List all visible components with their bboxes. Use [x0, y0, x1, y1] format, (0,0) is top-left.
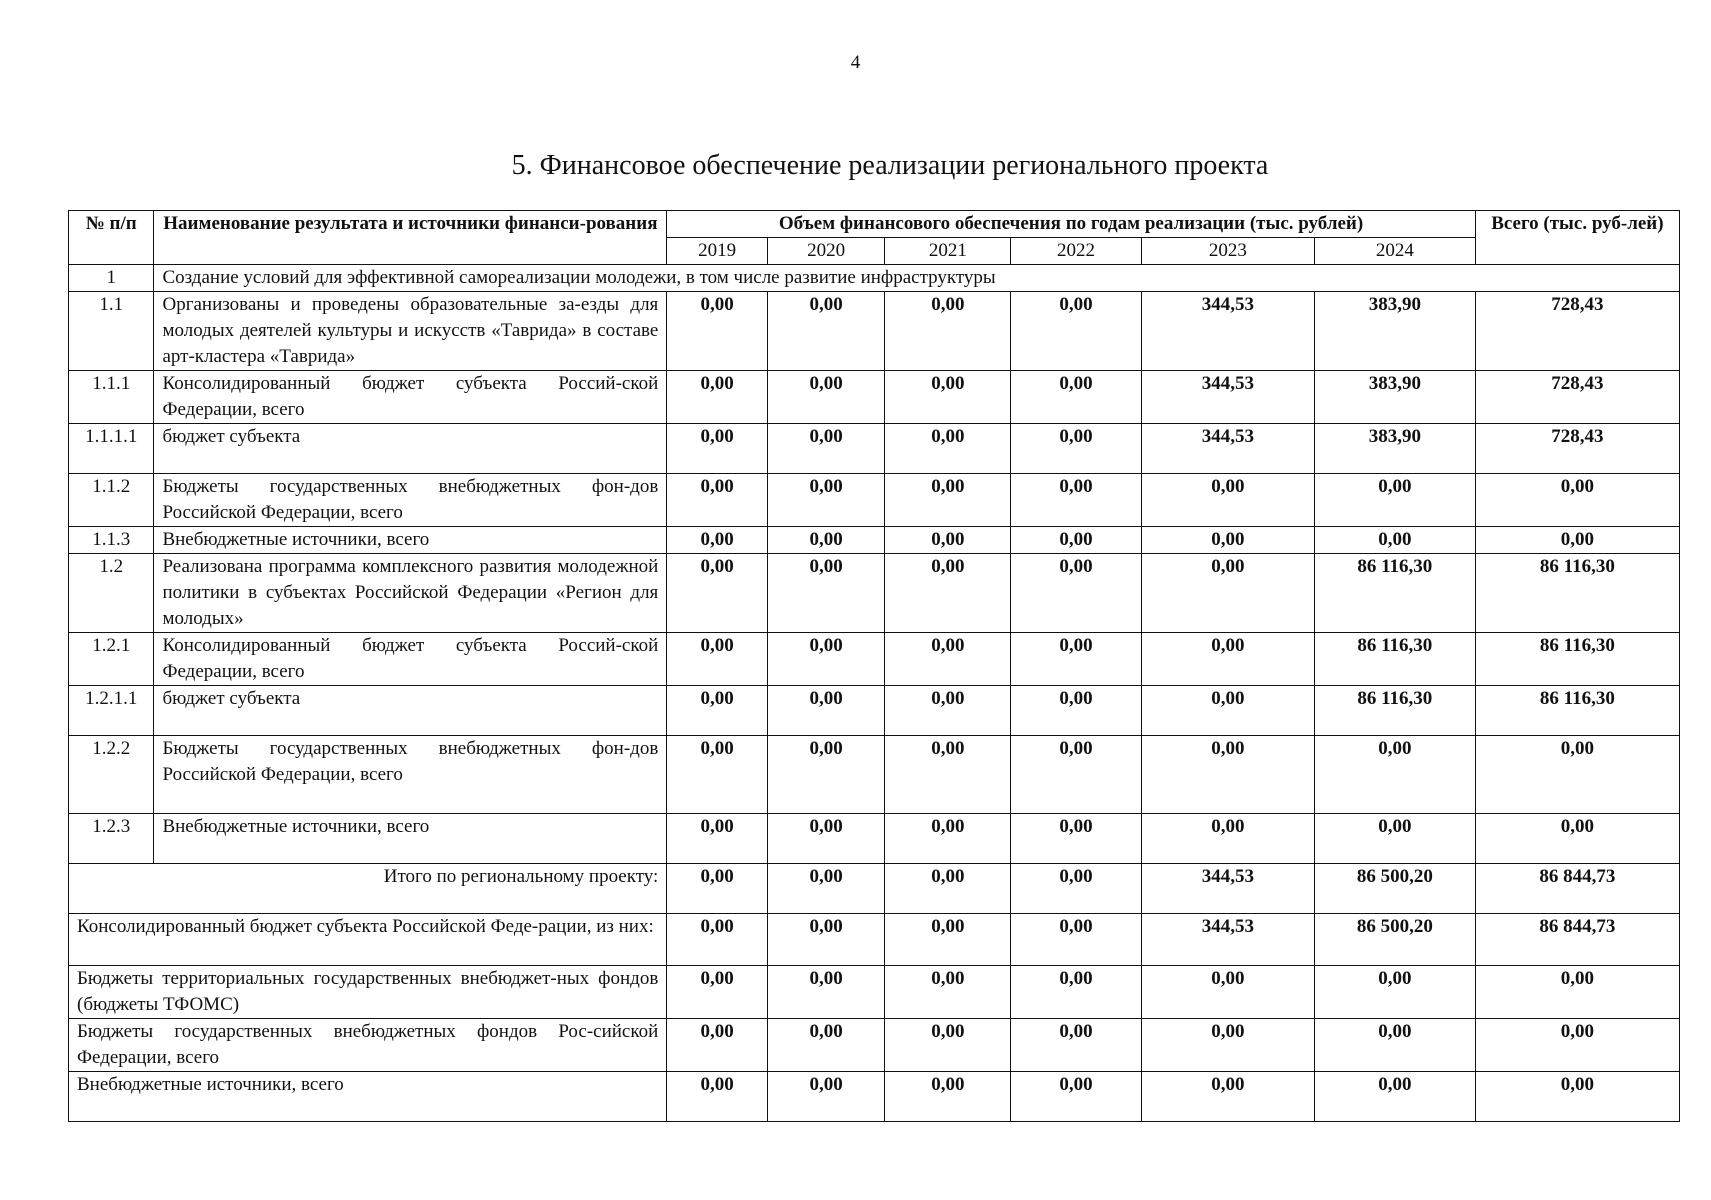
summary-total: 0,00	[1475, 966, 1679, 1019]
row-value: 0,00	[885, 292, 1011, 371]
row-value: 0,00	[767, 554, 885, 633]
row-value: 0,00	[885, 633, 1011, 686]
row-value: 0,00	[667, 371, 768, 424]
table-row	[69, 633, 1680, 686]
row-name: Бюджеты государственных внебюджетных фон-дов Российской Федерации, всего	[154, 474, 667, 527]
row-value: 0,00	[767, 474, 885, 527]
row-value: 0,00	[1011, 814, 1142, 864]
row-name: Внебюджетные источники, всего	[154, 814, 667, 864]
section-title: Создание условий для эффективной самореализации молодежи, в том числе развитие инфраструктуры	[154, 265, 1680, 292]
row-total: 0,00	[1475, 474, 1679, 527]
row-value: 0,00	[667, 633, 768, 686]
summary-row	[69, 1072, 1680, 1122]
row-value: 0,00	[1141, 474, 1314, 527]
row-value: 383,90	[1314, 292, 1475, 371]
row-value: 0,00	[667, 736, 768, 814]
row-value: 344,53	[1141, 424, 1314, 474]
row-value: 344,53	[1141, 371, 1314, 424]
row-value: 383,90	[1314, 371, 1475, 424]
summary-row	[69, 864, 1680, 914]
row-value: 0,00	[767, 292, 885, 371]
row-value: 0,00	[1314, 527, 1475, 554]
row-total: 0,00	[1475, 527, 1679, 554]
row-value: 0,00	[1011, 633, 1142, 686]
row-value: 86 116,30	[1314, 554, 1475, 633]
summary-row	[69, 1019, 1680, 1072]
row-total: 86 116,30	[1475, 686, 1679, 736]
summary-value: 0,00	[885, 1019, 1011, 1072]
row-value: 344,53	[1141, 292, 1314, 371]
row-name: бюджет субъекта	[154, 686, 667, 736]
row-total: 728,43	[1475, 424, 1679, 474]
row-value: 0,00	[1011, 554, 1142, 633]
header-year: 2022	[1011, 238, 1142, 265]
row-value: 0,00	[767, 736, 885, 814]
row-number: 1.2.1.1	[69, 686, 154, 736]
row-value: 0,00	[1141, 527, 1314, 554]
row-name: Внебюджетные источники, всего	[154, 527, 667, 554]
summary-value: 0,00	[1011, 914, 1142, 966]
summary-name: Консолидированный бюджет субъекта Российской Феде-рации, из них:	[69, 914, 667, 966]
summary-value: 0,00	[1141, 1019, 1314, 1072]
table-row	[69, 554, 1680, 633]
summary-value: 0,00	[885, 864, 1011, 914]
row-value: 0,00	[1011, 474, 1142, 527]
row-number: 1.1.1.1	[69, 424, 154, 474]
row-number: 1.1	[69, 292, 154, 371]
row-value: 0,00	[1314, 474, 1475, 527]
summary-value: 0,00	[767, 864, 885, 914]
row-value: 0,00	[885, 424, 1011, 474]
summary-value: 0,00	[1141, 1072, 1314, 1122]
row-value: 0,00	[1141, 736, 1314, 814]
row-value: 0,00	[667, 554, 768, 633]
page-number: 4	[850, 52, 861, 73]
summary-value: 0,00	[1314, 966, 1475, 1019]
row-value: 0,00	[667, 424, 768, 474]
row-value: 0,00	[885, 527, 1011, 554]
summary-value: 0,00	[1141, 966, 1314, 1019]
header-year: 2019	[667, 238, 768, 265]
header-volume: Объем финансового обеспечения по годам реализации (тыс. рублей)	[667, 211, 1476, 238]
summary-value: 0,00	[667, 1072, 768, 1122]
row-value: 0,00	[767, 424, 885, 474]
summary-value: 0,00	[885, 914, 1011, 966]
summary-name: Итого по региональному проекту:	[69, 864, 667, 914]
row-name: Бюджеты государственных внебюджетных фон-дов Российской Федерации, всего	[154, 736, 667, 814]
row-name: Организованы и проведены образовательные за-езды для молодых деятелей культуры и искусств «Таврида» в составе арт-кластера «Таврида»	[154, 292, 667, 371]
summary-total: 86 844,73	[1475, 914, 1679, 966]
row-number: 1.2.2	[69, 736, 154, 814]
header-total: Всего (тыс. руб-лей)	[1475, 211, 1679, 265]
row-value: 0,00	[885, 554, 1011, 633]
summary-name: Бюджеты территориальных государственных внебюджет-ных фондов (бюджеты ТФОМС)	[69, 966, 667, 1019]
row-value: 0,00	[767, 527, 885, 554]
table-row	[69, 814, 1680, 864]
row-total: 728,43	[1475, 371, 1679, 424]
summary-value: 0,00	[767, 1019, 885, 1072]
row-value: 0,00	[1011, 292, 1142, 371]
summary-name: Бюджеты государственных внебюджетных фондов Рос-сийской Федерации, всего	[69, 1019, 667, 1072]
row-value: 0,00	[885, 371, 1011, 424]
row-value: 0,00	[1141, 814, 1314, 864]
row-value: 0,00	[885, 686, 1011, 736]
row-value: 0,00	[1011, 527, 1142, 554]
summary-value: 0,00	[885, 1072, 1011, 1122]
table-row	[69, 527, 1680, 554]
row-number: 1.1.3	[69, 527, 154, 554]
row-number: 1.2.3	[69, 814, 154, 864]
summary-value: 0,00	[667, 864, 768, 914]
table-row	[69, 292, 1680, 371]
header-year: 2024	[1314, 238, 1475, 265]
document-title: 5. Финансовое обеспечение реализации регионального проекта	[511, 150, 1269, 181]
row-number: 1	[69, 265, 154, 292]
table-row	[69, 474, 1680, 527]
row-value: 0,00	[885, 474, 1011, 527]
summary-value: 0,00	[667, 914, 768, 966]
row-value: 0,00	[667, 686, 768, 736]
row-value: 0,00	[1314, 736, 1475, 814]
summary-value: 344,53	[1141, 914, 1314, 966]
row-value: 0,00	[1141, 633, 1314, 686]
row-value: 0,00	[885, 814, 1011, 864]
row-value: 0,00	[1011, 371, 1142, 424]
row-value: 0,00	[767, 686, 885, 736]
summary-value: 344,53	[1141, 864, 1314, 914]
row-number: 1.1.1	[69, 371, 154, 424]
row-name: Консолидированный бюджет субъекта Россий-ской Федерации, всего	[154, 371, 667, 424]
row-value: 86 116,30	[1314, 633, 1475, 686]
header-name: Наименование результата и источники финанси-рования	[154, 211, 667, 265]
table-row	[69, 424, 1680, 474]
row-total: 86 116,30	[1475, 633, 1679, 686]
summary-value: 0,00	[1314, 1019, 1475, 1072]
header-year: 2023	[1141, 238, 1314, 265]
financing-table	[68, 210, 1680, 1122]
summary-row	[69, 914, 1680, 966]
summary-value: 0,00	[667, 1019, 768, 1072]
row-total: 86 116,30	[1475, 554, 1679, 633]
summary-value: 0,00	[1011, 966, 1142, 1019]
row-name: Реализована программа комплексного развития молодежной политики в субъектах Российской Федерации «Регион для молодых»	[154, 554, 667, 633]
summary-value: 0,00	[767, 1072, 885, 1122]
row-name: бюджет субъекта	[154, 424, 667, 474]
row-number: 1.2	[69, 554, 154, 633]
row-number: 1.2.1	[69, 633, 154, 686]
row-value: 0,00	[1141, 686, 1314, 736]
row-value: 86 116,30	[1314, 686, 1475, 736]
table-row	[69, 686, 1680, 736]
summary-value: 86 500,20	[1314, 914, 1475, 966]
row-value: 0,00	[1011, 424, 1142, 474]
row-total: 0,00	[1475, 814, 1679, 864]
summary-total: 0,00	[1475, 1072, 1679, 1122]
summary-value: 0,00	[1011, 864, 1142, 914]
summary-value: 0,00	[1314, 1072, 1475, 1122]
row-value: 0,00	[667, 527, 768, 554]
row-value: 383,90	[1314, 424, 1475, 474]
row-value: 0,00	[1314, 814, 1475, 864]
row-value: 0,00	[667, 474, 768, 527]
summary-total: 86 844,73	[1475, 864, 1679, 914]
table-row	[69, 371, 1680, 424]
row-value: 0,00	[667, 292, 768, 371]
summary-row	[69, 966, 1680, 1019]
row-value: 0,00	[767, 371, 885, 424]
row-value: 0,00	[667, 814, 768, 864]
summary-value: 0,00	[885, 966, 1011, 1019]
summary-value: 86 500,20	[1314, 864, 1475, 914]
header-number: № п/п	[69, 211, 154, 265]
section-row	[69, 265, 1680, 292]
row-number: 1.1.2	[69, 474, 154, 527]
summary-value: 0,00	[767, 914, 885, 966]
summary-value: 0,00	[667, 966, 768, 1019]
row-value: 0,00	[767, 633, 885, 686]
summary-value: 0,00	[1011, 1019, 1142, 1072]
row-value: 0,00	[885, 736, 1011, 814]
table-row	[69, 736, 1680, 814]
row-total: 0,00	[1475, 736, 1679, 814]
summary-name: Внебюджетные источники, всего	[69, 1072, 667, 1122]
summary-value: 0,00	[767, 966, 885, 1019]
summary-total: 0,00	[1475, 1019, 1679, 1072]
summary-value: 0,00	[1011, 1072, 1142, 1122]
row-value: 0,00	[1011, 736, 1142, 814]
row-value: 0,00	[1011, 686, 1142, 736]
row-value: 0,00	[1141, 554, 1314, 633]
row-name: Консолидированный бюджет субъекта Россий-ской Федерации, всего	[154, 633, 667, 686]
header-year: 2021	[885, 238, 1011, 265]
header-year: 2020	[767, 238, 885, 265]
row-total: 728,43	[1475, 292, 1679, 371]
row-value: 0,00	[767, 814, 885, 864]
